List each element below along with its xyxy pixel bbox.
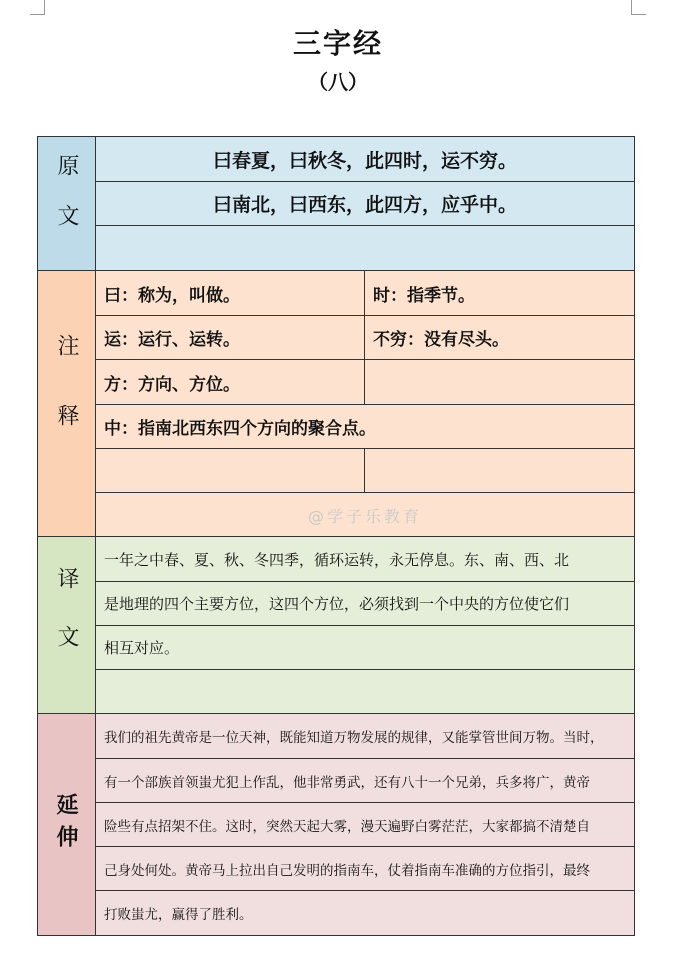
page-title: 三字经 — [292, 27, 383, 60]
original-body — [96, 137, 634, 270]
note-cell — [365, 449, 634, 492]
notes-section — [38, 271, 634, 537]
lesson-table — [37, 136, 635, 936]
notes-row — [96, 449, 634, 493]
translation-label-cell — [38, 537, 96, 713]
extension-label-cell — [38, 714, 96, 935]
watermark: @学子乐教育 — [307, 506, 422, 526]
translation-line: 是地理的四个主要方位，这四个方位，必须找到一个中央的方位使它们 — [96, 582, 634, 626]
original-line: 曰春夏，曰秋冬，此四时，运不穷。 — [96, 137, 634, 182]
extension-label: 延伸 — [53, 792, 79, 857]
note-cell: 时：指季节。 — [373, 285, 475, 306]
extension-section — [38, 714, 634, 935]
translation-body — [96, 537, 634, 713]
original-line: 曰南北，曰西东，此四方，应乎中。 — [96, 182, 634, 226]
translation-line — [96, 670, 634, 714]
notes-label-cell — [38, 271, 96, 536]
extension-line: 打败蚩尤，赢得了胜利。 — [104, 907, 253, 923]
notes-row — [96, 271, 634, 316]
original-section — [38, 137, 634, 271]
translation-section — [38, 537, 634, 714]
notes-label: 注释 — [54, 333, 79, 474]
page-subtitle: （八） — [308, 70, 368, 94]
page-corner-mark-left — [30, 0, 45, 15]
note-cell — [96, 449, 365, 492]
note-cell: 曰：称为，叫做。 — [96, 271, 365, 315]
extension-line: 险些有点招架不住。这时，突然天起大雾，漫天遍野白雾茫茫，大家都搞不清楚自 — [96, 803, 634, 847]
page-corner-mark-right — [631, 0, 646, 15]
note-cell: 中：指南北西东四个方向的聚合点。 — [96, 405, 634, 449]
note-cell — [365, 360, 634, 404]
translation-line: 一年之中春、夏、秋、冬四季，循环运转，永无停息。东、南、西、北 — [96, 537, 634, 582]
note-cell: 运：运行、运转。 — [96, 316, 365, 359]
notes-row — [96, 360, 634, 405]
translation-label: 译文 — [54, 567, 79, 683]
extension-line: 己身处何处。黄帝马上拉出自己发明的指南车，仗着指南车准确的方位指引，最终 — [96, 847, 634, 891]
note-cell: 不穷：没有尽头。 — [373, 330, 509, 350]
original-label: 原文 — [54, 153, 79, 254]
translation-line: 相互对应。 — [96, 626, 634, 670]
note-cell: 方：方向、方位。 — [96, 360, 365, 404]
extension-line: 有一个部族首领蚩尤犯上作乱，他非常勇武，还有八十一个兄弟，兵多将广，黄帝 — [96, 759, 634, 803]
notes-body — [96, 271, 634, 536]
extension-line: 我们的祖先黄帝是一位天神，既能知道万物发展的规律，又能掌管世间万物。当时， — [96, 714, 634, 759]
original-label-cell — [38, 137, 96, 270]
notes-row — [96, 316, 634, 360]
extension-body — [96, 714, 634, 935]
original-line — [96, 226, 634, 271]
